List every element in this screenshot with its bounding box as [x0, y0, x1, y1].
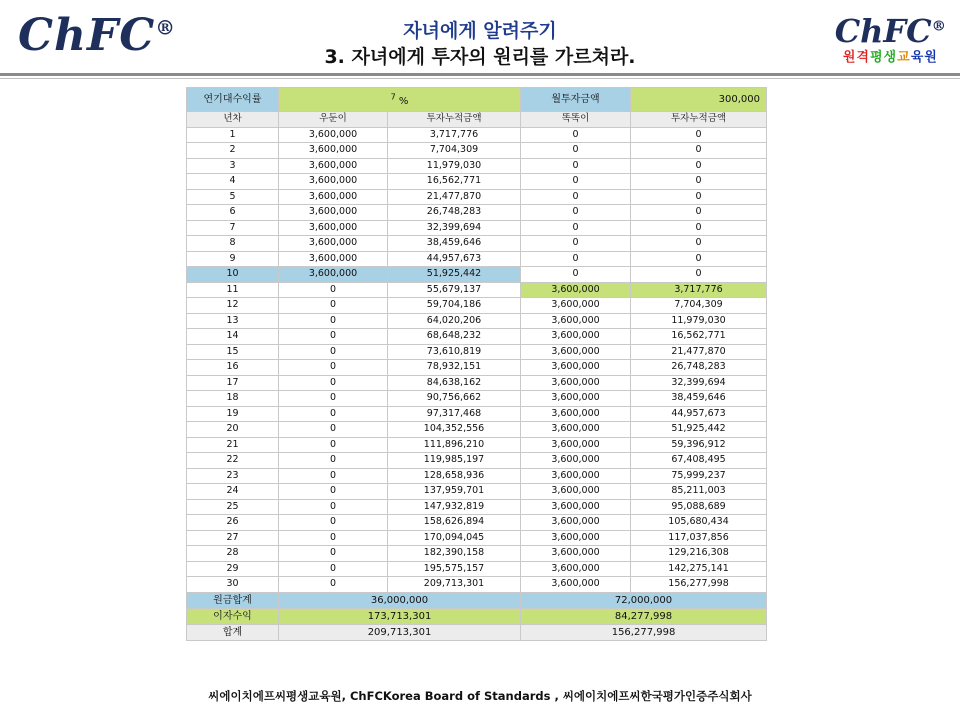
cell-udun: 0 — [279, 561, 388, 577]
cell-ttok: 0 — [521, 143, 631, 159]
cell-ttok-cumulative: 142,275,141 — [631, 561, 767, 577]
cell-year: 2 — [187, 143, 279, 159]
cell-ttok-cumulative: 21,477,870 — [631, 344, 767, 360]
cell-ttok: 0 — [521, 127, 631, 143]
table-row — [187, 143, 767, 159]
cell-ttok-cumulative: 0 — [631, 236, 767, 252]
cell-ttok-cumulative: 44,957,673 — [631, 406, 767, 422]
cell-ttok-cumulative: 67,408,495 — [631, 453, 767, 469]
cell-udun-cumulative: 44,957,673 — [388, 251, 521, 267]
cell-ttok: 3,600,000 — [521, 282, 631, 298]
table-row — [187, 499, 767, 515]
cell-udun: 0 — [279, 313, 388, 329]
cell-ttok-cumulative: 0 — [631, 220, 767, 236]
cell-ttok-cumulative: 0 — [631, 189, 767, 205]
cell-year: 12 — [187, 298, 279, 314]
cell-year: 6 — [187, 205, 279, 221]
cell-ttok: 3,600,000 — [521, 437, 631, 453]
cell-ttok-cumulative: 0 — [631, 127, 767, 143]
cell-ttok-cumulative: 16,562,771 — [631, 329, 767, 345]
principal-label: 원금합계 — [187, 592, 279, 608]
cell-ttok: 3,600,000 — [521, 422, 631, 438]
table-row — [187, 546, 767, 562]
cell-udun: 3,600,000 — [279, 251, 388, 267]
cell-udun-cumulative: 182,390,158 — [388, 546, 521, 562]
cell-ttok-cumulative: 129,216,308 — [631, 546, 767, 562]
cell-year: 22 — [187, 453, 279, 469]
cell-ttok-cumulative: 32,399,694 — [631, 375, 767, 391]
cell-udun: 0 — [279, 282, 388, 298]
cell-ttok-cumulative: 156,277,998 — [631, 577, 767, 593]
interest-label: 이자수익 — [187, 608, 279, 624]
cell-udun-cumulative: 51,925,442 — [388, 267, 521, 283]
table-row — [187, 422, 767, 438]
cell-year: 24 — [187, 484, 279, 500]
cell-udun-cumulative: 59,704,186 — [388, 298, 521, 314]
cell-year: 18 — [187, 391, 279, 407]
table-row — [187, 298, 767, 314]
cell-udun: 3,600,000 — [279, 220, 388, 236]
rate-label: 연기대수익률 — [187, 88, 279, 112]
cell-year: 7 — [187, 220, 279, 236]
cell-year: 14 — [187, 329, 279, 345]
table-row — [187, 220, 767, 236]
cell-udun-cumulative: 26,748,283 — [388, 205, 521, 221]
cell-udun: 0 — [279, 375, 388, 391]
cell-udun: 0 — [279, 406, 388, 422]
cell-ttok-cumulative: 75,999,237 — [631, 468, 767, 484]
cell-udun-cumulative: 90,756,662 — [388, 391, 521, 407]
table-row — [187, 174, 767, 190]
cell-udun-cumulative: 64,020,206 — [388, 313, 521, 329]
logo-left-text: ChFC — [18, 10, 156, 61]
interest-b: 84,277,998 — [521, 608, 767, 624]
cell-year: 3 — [187, 158, 279, 174]
cell-udun-cumulative: 84,638,162 — [388, 375, 521, 391]
cell-year: 30 — [187, 577, 279, 593]
cell-ttok-cumulative: 0 — [631, 158, 767, 174]
table-row — [187, 344, 767, 360]
cell-udun-cumulative: 97,317,468 — [388, 406, 521, 422]
cell-udun-cumulative: 78,932,151 — [388, 360, 521, 376]
cell-udun-cumulative: 111,896,210 — [388, 437, 521, 453]
cell-ttok-cumulative: 0 — [631, 174, 767, 190]
monthly-value[interactable]: 300,000 — [631, 88, 767, 112]
cell-udun: 3,600,000 — [279, 143, 388, 159]
monthly-label: 월투자금액 — [521, 88, 631, 112]
logo-right-text: ChFC — [834, 12, 932, 50]
cell-year: 5 — [187, 189, 279, 205]
cell-ttok: 3,600,000 — [521, 406, 631, 422]
cell-udun: 0 — [279, 360, 388, 376]
column-header-row — [187, 112, 767, 128]
table-row — [187, 282, 767, 298]
cell-ttok: 0 — [521, 236, 631, 252]
cell-ttok: 3,600,000 — [521, 530, 631, 546]
logo-left-mark: ® — [155, 15, 177, 40]
slide-subtitle: 3. 자녀에게 투자의 원리를 가르쳐라. — [324, 46, 636, 68]
cell-udun: 0 — [279, 530, 388, 546]
col-ttok: 똑똑이 — [521, 112, 631, 128]
cell-ttok: 3,600,000 — [521, 468, 631, 484]
cell-udun: 0 — [279, 391, 388, 407]
cell-udun-cumulative: 73,610,819 — [388, 344, 521, 360]
table-row — [187, 313, 767, 329]
table-row — [187, 391, 767, 407]
total-a: 209,713,301 — [279, 624, 521, 640]
cell-ttok-cumulative: 7,704,309 — [631, 298, 767, 314]
cell-ttok: 0 — [521, 174, 631, 190]
table-row — [187, 406, 767, 422]
cell-year: 25 — [187, 499, 279, 515]
cell-ttok: 3,600,000 — [521, 515, 631, 531]
cell-ttok-cumulative: 0 — [631, 205, 767, 221]
cell-year: 8 — [187, 236, 279, 252]
cell-udun: 0 — [279, 484, 388, 500]
cell-year: 27 — [187, 530, 279, 546]
cell-udun-cumulative: 195,575,157 — [388, 561, 521, 577]
table-row — [187, 484, 767, 500]
cell-ttok: 3,600,000 — [521, 298, 631, 314]
cell-ttok-cumulative: 3,717,776 — [631, 282, 767, 298]
cell-ttok: 0 — [521, 251, 631, 267]
cell-year: 15 — [187, 344, 279, 360]
table-row — [187, 468, 767, 484]
table-row — [187, 360, 767, 376]
cell-ttok-cumulative: 95,088,689 — [631, 499, 767, 515]
cell-year: 20 — [187, 422, 279, 438]
cell-udun: 0 — [279, 344, 388, 360]
cell-year: 26 — [187, 515, 279, 531]
total-b: 156,277,998 — [521, 624, 767, 640]
cell-year: 1 — [187, 127, 279, 143]
table-row — [187, 127, 767, 143]
cell-ttok: 0 — [521, 267, 631, 283]
investment-table — [186, 87, 767, 641]
cell-udun: 3,600,000 — [279, 158, 388, 174]
slide-title: 자녀에게 알려주기 — [403, 20, 557, 42]
table-row — [187, 329, 767, 345]
table-row — [187, 158, 767, 174]
cell-ttok: 3,600,000 — [521, 375, 631, 391]
cell-udun: 3,600,000 — [279, 174, 388, 190]
table-row — [187, 267, 767, 283]
cell-ttok-cumulative: 0 — [631, 251, 767, 267]
total-label: 합계 — [187, 624, 279, 640]
cell-year: 16 — [187, 360, 279, 376]
total-row — [187, 624, 767, 640]
header-divider-thin — [0, 78, 960, 79]
cell-udun: 3,600,000 — [279, 205, 388, 221]
cell-ttok-cumulative: 26,748,283 — [631, 360, 767, 376]
cell-ttok: 3,600,000 — [521, 360, 631, 376]
cell-ttok: 3,600,000 — [521, 329, 631, 345]
principal-a: 36,000,000 — [279, 592, 521, 608]
cell-udun-cumulative: 128,658,936 — [388, 468, 521, 484]
cell-udun: 3,600,000 — [279, 189, 388, 205]
logo-sub-part-3: 교 — [897, 50, 911, 65]
cell-ttok: 3,600,000 — [521, 391, 631, 407]
cell-udun-cumulative: 11,979,030 — [388, 158, 521, 174]
table-row — [187, 561, 767, 577]
cell-udun: 0 — [279, 546, 388, 562]
footer-credits: 씨에이치에프씨평생교육원, ChFCKorea Board of Standards , 씨에이치에프씨한국평가인증주식회사 — [208, 689, 752, 703]
cell-udun: 0 — [279, 422, 388, 438]
cell-udun: 0 — [279, 298, 388, 314]
cell-ttok: 3,600,000 — [521, 453, 631, 469]
principal-row — [187, 592, 767, 608]
logo-right-mark: ® — [931, 17, 946, 35]
cell-udun-cumulative: 32,399,694 — [388, 220, 521, 236]
principal-b: 72,000,000 — [521, 592, 767, 608]
table-row — [187, 236, 767, 252]
cell-year: 13 — [187, 313, 279, 329]
rate-value: 7 — [390, 93, 396, 102]
interest-a: 173,713,301 — [279, 608, 521, 624]
table-row — [187, 251, 767, 267]
cell-ttok: 3,600,000 — [521, 499, 631, 515]
cell-year: 29 — [187, 561, 279, 577]
cell-udun-cumulative: 38,459,646 — [388, 236, 521, 252]
cell-year: 9 — [187, 251, 279, 267]
cell-udun-cumulative: 137,959,701 — [388, 484, 521, 500]
cell-ttok-cumulative: 0 — [631, 267, 767, 283]
cell-udun: 3,600,000 — [279, 267, 388, 283]
cell-udun: 3,600,000 — [279, 127, 388, 143]
cell-ttok: 3,600,000 — [521, 577, 631, 593]
rate-unit: % — [398, 96, 409, 108]
table-row — [187, 189, 767, 205]
cell-ttok: 3,600,000 — [521, 561, 631, 577]
cell-udun: 0 — [279, 515, 388, 531]
cell-udun-cumulative: 170,094,045 — [388, 530, 521, 546]
col-udun-cumulative: 투자누적금액 — [388, 112, 521, 128]
cell-udun: 0 — [279, 437, 388, 453]
rate-value-cell[interactable] — [279, 88, 521, 112]
slide-titles — [0, 18, 960, 70]
cell-ttok: 0 — [521, 220, 631, 236]
cell-ttok-cumulative: 59,396,912 — [631, 437, 767, 453]
cell-udun: 0 — [279, 499, 388, 515]
cell-year: 17 — [187, 375, 279, 391]
logo-sub-part-4: 육원 — [910, 50, 938, 65]
table-row — [187, 437, 767, 453]
cell-udun-cumulative: 55,679,137 — [388, 282, 521, 298]
col-year: 년차 — [187, 112, 279, 128]
cell-udun-cumulative: 147,932,819 — [388, 499, 521, 515]
cell-udun: 0 — [279, 453, 388, 469]
cell-ttok: 0 — [521, 205, 631, 221]
cell-udun-cumulative: 119,985,197 — [388, 453, 521, 469]
col-ttok-cumulative: 투자누적금액 — [631, 112, 767, 128]
table-row — [187, 530, 767, 546]
cell-udun-cumulative: 68,648,232 — [388, 329, 521, 345]
table-row — [187, 205, 767, 221]
cell-udun-cumulative: 3,717,776 — [388, 127, 521, 143]
header-divider — [0, 73, 960, 76]
table-row — [187, 577, 767, 593]
cell-ttok-cumulative: 0 — [631, 143, 767, 159]
cell-year: 10 — [187, 267, 279, 283]
cell-ttok-cumulative: 85,211,003 — [631, 484, 767, 500]
cell-udun: 0 — [279, 468, 388, 484]
cell-udun-cumulative: 209,713,301 — [388, 577, 521, 593]
cell-ttok: 0 — [521, 158, 631, 174]
cell-ttok-cumulative: 51,925,442 — [631, 422, 767, 438]
col-udun: 우둔이 — [279, 112, 388, 128]
cell-year: 23 — [187, 468, 279, 484]
cell-ttok: 3,600,000 — [521, 484, 631, 500]
cell-ttok: 3,600,000 — [521, 546, 631, 562]
logo-sub-part-1: 원격 — [842, 50, 870, 65]
cell-udun: 0 — [279, 577, 388, 593]
cell-ttok: 3,600,000 — [521, 344, 631, 360]
cell-udun-cumulative: 16,562,771 — [388, 174, 521, 190]
cell-year: 21 — [187, 437, 279, 453]
cell-year: 28 — [187, 546, 279, 562]
cell-udun: 0 — [279, 329, 388, 345]
cell-ttok: 0 — [521, 189, 631, 205]
cell-udun-cumulative: 158,626,894 — [388, 515, 521, 531]
cell-year: 19 — [187, 406, 279, 422]
cell-ttok-cumulative: 117,037,856 — [631, 530, 767, 546]
cell-ttok: 3,600,000 — [521, 313, 631, 329]
cell-ttok-cumulative: 105,680,434 — [631, 515, 767, 531]
cell-udun-cumulative: 7,704,309 — [388, 143, 521, 159]
cell-udun-cumulative: 104,352,556 — [388, 422, 521, 438]
cell-udun: 3,600,000 — [279, 236, 388, 252]
table-row — [187, 453, 767, 469]
input-row — [187, 88, 767, 112]
cell-ttok-cumulative: 38,459,646 — [631, 391, 767, 407]
table-row — [187, 515, 767, 531]
cell-year: 4 — [187, 174, 279, 190]
cell-udun-cumulative: 21,477,870 — [388, 189, 521, 205]
cell-ttok-cumulative: 11,979,030 — [631, 313, 767, 329]
logo-sub-part-2: 평생 — [870, 50, 898, 65]
table-row — [187, 375, 767, 391]
interest-row — [187, 608, 767, 624]
cell-year: 11 — [187, 282, 279, 298]
